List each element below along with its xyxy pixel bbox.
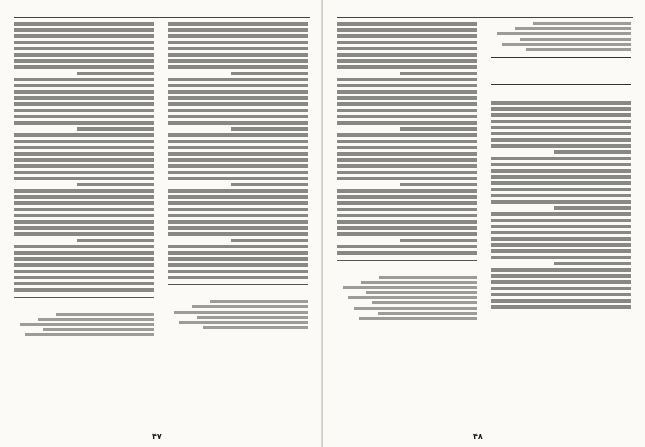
text-line [491,249,631,253]
text-line [168,158,308,162]
text-line [231,183,308,187]
text-line [554,150,631,154]
text-column-right [491,22,631,311]
text-line [168,245,308,249]
text-line [168,270,308,274]
text-line [337,109,477,113]
text-line [14,208,154,212]
header-rule [14,17,310,18]
text-line [168,53,308,57]
text-line [168,133,308,137]
text-line [491,200,631,204]
text-line [337,84,477,88]
text-line [337,90,477,94]
bibliography-line [197,316,308,319]
text-line [337,201,477,205]
text-line [168,28,308,32]
text-line [14,133,154,137]
text-line [14,109,154,113]
bibliography-line [379,276,477,279]
text-line [14,115,154,119]
bibliography-line [378,312,477,315]
text-line [168,109,308,113]
text-line [168,164,308,168]
bibliography-line [366,291,477,294]
text-line [491,274,631,278]
text-line [14,22,154,26]
text-line [14,189,154,193]
text-line [554,262,631,266]
text-line [168,220,308,224]
text-line [14,177,154,181]
text-line [337,226,477,230]
text-line [337,22,477,26]
text-line [400,72,477,76]
text-line [77,183,154,187]
text-line [337,65,477,69]
text-line [14,84,154,88]
text-line [14,47,154,51]
text-line [491,144,631,148]
bibliography-heading [168,289,308,297]
text-line [491,256,631,260]
text-line [337,251,477,255]
section-divider [14,297,154,298]
text-line [337,146,477,150]
page-number: ۴۸ [473,432,483,441]
text-line [491,107,631,111]
text-line [14,245,154,249]
text-line [337,189,477,193]
text-line [337,177,477,181]
text-line [14,257,154,261]
text-line [14,65,154,69]
text-line [14,288,154,292]
bibliography-line [502,43,631,46]
text-line [491,243,631,247]
text-line [400,183,477,187]
bibliography-line [533,22,631,25]
text-line [337,245,477,249]
text-line [14,121,154,125]
text-line [491,120,631,124]
text-line [168,115,308,119]
text-line [168,226,308,230]
entry-title-box [491,57,631,85]
text-line [491,287,631,291]
text-line [168,177,308,181]
text-line [168,257,308,261]
text-line [77,239,154,243]
text-line [14,164,154,168]
text-line [168,195,308,199]
text-line [14,201,154,205]
text-line [337,152,477,156]
text-line [491,299,631,303]
text-line [14,78,154,82]
header-rule [337,17,633,18]
text-line [337,214,477,218]
text-line [491,113,631,117]
text-line [337,195,477,199]
text-line [491,280,631,284]
text-line [491,305,631,309]
bibliography-line [372,301,477,304]
text-line [168,152,308,156]
bibliography-line [354,307,477,310]
text-line [14,276,154,280]
text-line [168,146,308,150]
bibliography-line [343,286,477,289]
text-line [231,72,308,76]
text-line [337,41,477,45]
text-line [491,219,631,223]
text-line [14,226,154,230]
text-line [337,232,477,236]
text-line [337,220,477,224]
text-line [14,220,154,224]
left-page [0,0,322,447]
text-line [168,201,308,205]
bibliography-line [520,38,631,41]
text-line [491,231,631,235]
text-line [14,102,154,106]
text-line [491,157,631,161]
text-line [337,78,477,82]
text-line [337,208,477,212]
text-line [14,195,154,199]
bibliography-heading [337,265,477,273]
text-line [337,133,477,137]
text-line [14,232,154,236]
text-line [231,239,308,243]
text-line [14,28,154,32]
text-line [168,102,308,106]
text-line [491,293,631,297]
bibliography-line [359,317,477,320]
text-line [491,268,631,272]
bibliography-line [43,328,154,331]
bibliography-line [526,48,631,51]
text-column-left [337,22,477,322]
text-line [168,47,308,51]
text-line [14,214,154,218]
text-line [168,251,308,255]
text-line [337,96,477,100]
text-line [14,140,154,144]
text-line [168,78,308,82]
text-column-right [168,22,308,331]
text-line [337,28,477,32]
text-line [168,59,308,63]
bibliography-line [515,27,631,30]
text-line [168,41,308,45]
text-line [491,175,631,179]
text-line [168,214,308,218]
text-line [14,282,154,286]
text-line [168,276,308,280]
text-line [14,90,154,94]
text-line [168,171,308,175]
text-line [168,34,308,38]
text-line [337,140,477,144]
text-line [491,225,631,229]
text-line [491,194,631,198]
text-line [337,102,477,106]
section-divider [337,260,477,261]
text-line [14,146,154,150]
text-line [491,163,631,167]
text-line [168,90,308,94]
bibliography-line [348,296,477,299]
text-line [491,126,631,130]
text-line [491,212,631,216]
bibliography-line [179,321,308,324]
text-line [491,181,631,185]
right-page [323,0,645,447]
text-line [168,263,308,267]
section-divider [168,284,308,285]
bibliography-line [203,326,308,329]
text-line [77,127,154,131]
text-line [491,101,631,105]
text-line [168,84,308,88]
bibliography-line [192,305,308,308]
text-line [337,164,477,168]
text-line [491,132,631,136]
text-line [168,65,308,69]
bibliography-line [210,300,308,303]
text-line [14,96,154,100]
text-line [337,171,477,175]
text-line [14,152,154,156]
text-line [400,127,477,131]
text-line [14,34,154,38]
text-line [554,206,631,210]
text-line [168,121,308,125]
text-line [14,59,154,63]
text-line [14,171,154,175]
text-line [168,96,308,100]
text-line [491,188,631,192]
text-line [337,53,477,57]
text-line [337,59,477,63]
text-line [14,270,154,274]
bibliography-line [20,323,154,326]
text-line [491,169,631,173]
bibliography-line [361,281,477,284]
text-line [337,34,477,38]
text-line [168,22,308,26]
bibliography-line [174,311,308,314]
text-line [168,232,308,236]
text-line [14,251,154,255]
text-line [231,127,308,131]
text-line [337,121,477,125]
bibliography-line [38,318,154,321]
entry-latin-name [491,91,631,97]
bibliography-heading [14,302,154,310]
bibliography-line [25,333,154,336]
text-line [337,115,477,119]
text-line [14,41,154,45]
page-number: ۴۷ [152,432,162,441]
text-line [337,47,477,51]
text-line [14,263,154,267]
text-column-left [14,22,154,339]
text-line [14,158,154,162]
text-line [337,158,477,162]
bibliography-line [497,32,631,35]
text-line [168,208,308,212]
text-line [491,237,631,241]
text-line [400,239,477,243]
text-line [168,189,308,193]
text-line [77,72,154,76]
text-line [491,138,631,142]
bibliography-line [56,313,154,316]
text-line [14,53,154,57]
text-line [168,140,308,144]
